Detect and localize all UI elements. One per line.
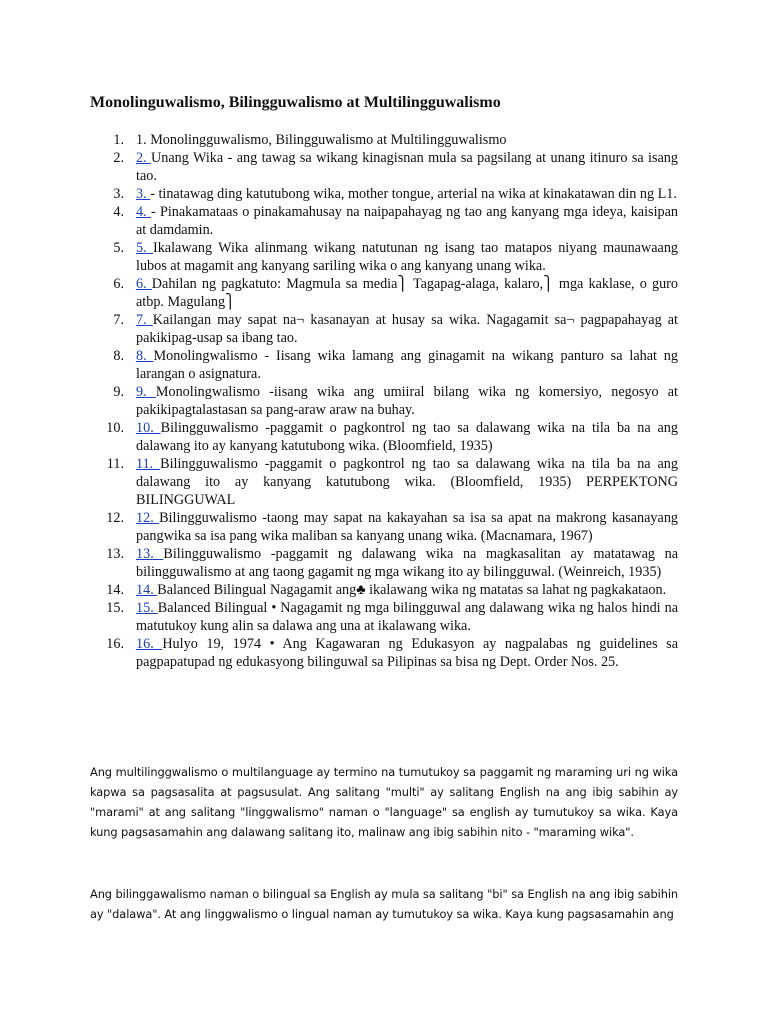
list-item-link[interactable]: 9.: [136, 384, 156, 400]
list-item-text: Balanced Bilingual • Nagagamit ng mga bilingguwal ang dalawang wika ng halos hindi na matutukoy kung alin sa dalawa ang una at ikalawang wika.: [136, 600, 678, 634]
list-item-number: 13 .: [90, 545, 124, 563]
list-item-text: Bilingguwalismo -paggamit ng dalawang wika na magkasalitan ay matatawag na bilingguwalismo at ang taong gagamit ng mga wikang ito ay bilingguwal. (Weinreich, 1935): [136, 546, 678, 580]
numbered-list: [90, 131, 678, 671]
list-item-text: Bilingguwalismo -taong may sapat na kakayahan sa isa sa apat na makrong kasanayang pangwika sa isa pang wika maliban sa kanyang unang wika. (Macnamara, 1967): [136, 510, 679, 544]
list-item: [90, 383, 678, 419]
list-item: [90, 185, 678, 203]
list-item-number: 16 .: [90, 635, 124, 653]
list-item: [90, 509, 678, 545]
list-item-number: 15 .: [90, 599, 124, 617]
list-item-number: 2 .: [90, 149, 124, 167]
list-item-text: - tinatawag ding katutubong wika, mother tongue, arterial na wika at kinakatawan din ng L1.: [150, 186, 677, 202]
list-item-text: Bilingguwalismo -paggamit o pagkontrol ng tao sa dalawang wika na tila ba na ang dalawang ito ay kanyang katutubong wika. (Bloomfield, 1935): [136, 420, 678, 454]
list-item-text: 1. Monolingguwalismo, Bilingguwalismo at Multilingguwalismo: [136, 132, 507, 148]
list-item-text: Monolingwalismo - Iisang wika lamang ang ginagamit na wikang panturo sa lahat ng larangan o asignatura.: [136, 348, 678, 382]
list-item-number: 3 .: [90, 185, 124, 203]
list-item: [90, 347, 678, 383]
list-item-link[interactable]: 7.: [136, 312, 153, 328]
list-item: [90, 311, 678, 347]
list-item-number: 1 .: [90, 131, 124, 149]
list-item-number: 10 .: [90, 419, 124, 437]
list-item-text: Balanced Bilingual Nagagamit ang♣ ikalawang wika ng matatas sa lahat ng pagkakataon.: [157, 582, 667, 598]
list-item-link[interactable]: 14.: [136, 582, 158, 598]
list-item-number: 14 .: [90, 581, 124, 599]
list-item-number: 8 .: [90, 347, 124, 365]
list-item-link[interactable]: 15.: [136, 600, 158, 616]
list-item: [90, 599, 678, 635]
list-item: [90, 455, 678, 509]
list-item-text: Dahilan ng pagkatuto: Magmula sa media⎫ Tagapag-alaga, kalaro,⎫ mga kaklase, o guro atbp. Magulang⎫: [136, 276, 678, 310]
list-item: [90, 149, 678, 185]
list-item-link[interactable]: 4.: [136, 204, 151, 220]
list-item-link[interactable]: 5.: [136, 240, 153, 256]
list-item-text: Ikalawang Wika alinmang wikang natutunan ng isang tao matapos niyang maunawaang lubos at magamit ang kanyang sariling wika o ang kanyang unang wika.: [136, 240, 679, 274]
list-item-link[interactable]: 6.: [136, 276, 152, 292]
list-item: [90, 239, 678, 275]
list-item-number: 12 .: [90, 509, 124, 527]
list-item: [90, 419, 678, 455]
list-item: [90, 275, 678, 311]
paragraph-bilinggawalismo: Ang bilinggawalismo naman o bilingual sa English ay mula sa salitang "bi" sa English na ang ibig sabihin ay "dalawa". At ang linggwalismo o lingual naman ay tumutukoy sa wika. Kaya kung pagsasamahin ang: [90, 887, 678, 921]
list-item-text: Kailangan may sapat na¬ kasanayan at husay sa wika. Nagagamit sa¬ pagpapahayag at pakikipag-usap sa ibang tao.: [136, 312, 678, 346]
list-item: [90, 581, 678, 599]
list-item: [90, 131, 678, 149]
list-item-link[interactable]: 11.: [136, 456, 161, 472]
list-item-link[interactable]: 2.: [136, 150, 152, 166]
list-item-number: 4 .: [90, 203, 124, 221]
list-item: [90, 203, 678, 239]
list-item-text: - Pinakamataas o pinakamahusay na naipapahayag ng tao ang kanyang mga ideya, kaisipan at damdamin.: [136, 204, 678, 238]
list-item-number: 11 .: [90, 455, 124, 473]
list-item-link[interactable]: 10.: [136, 420, 161, 436]
list-item-link[interactable]: 12.: [136, 510, 160, 526]
list-item: [90, 635, 678, 671]
list-item-link[interactable]: 3.: [136, 186, 151, 202]
list-item-text: Hulyo 19, 1974 • Ang Kagawaran ng Edukasyon ay nagpalabas ng guidelines sa pagpapatupad ng edukasyong bilinguwal sa Pilipinas sa bisa ng Dept. Order Nos. 25.: [136, 636, 678, 670]
list-item-text: Monolingwalismo -iisang wika ang umiiral bilang wika ng komersiyo, negosyo at pakikipagtalastasan sa pang-araw araw na buhay.: [136, 384, 678, 418]
list-item-number: 6 .: [90, 275, 124, 293]
list-item-text: Bilingguwalismo -paggamit o pagkontrol ng tao sa dalawang wika na tila ba na ang dalawang ito ay kanyang katutubong wika. (Bloomfield, 1935) PERPEKTONG BILINGGUWAL: [136, 456, 678, 508]
list-item-number: 9 .: [90, 383, 124, 401]
list-item-number: 7 .: [90, 311, 124, 329]
list-item-link[interactable]: 8.: [136, 348, 154, 364]
list-item-link[interactable]: 16.: [136, 636, 163, 652]
list-item-link[interactable]: 13.: [136, 546, 164, 562]
list-item-text: Unang Wika - ang tawag sa wikang kinagisnan mula sa pagsilang at unang itinuro sa isang tao.: [136, 150, 678, 184]
list-item: [90, 545, 678, 581]
paragraph-multilinggwalismo: Ang multilinggwalismo o multilanguage ay termino na tumutukoy sa paggamit ng maraming uri ng wika kapwa sa pagsasalita at pagsusulat. Ang salitang "multi" ay salitang English na ang ibig sabihin ay "marami" at ang salitang "linggwalismo" naman o "language" sa english ay tumutukoy sa wika. Kaya kung pagsasamahin ang dalawang salitang ito, malinaw ang ibig sabihin nito - "maraming wika".: [90, 765, 678, 839]
page-title: Monolinguwalismo, Bilingguwalismo at Multilingguwalismo: [90, 94, 501, 111]
list-item-number: 5 .: [90, 239, 124, 257]
